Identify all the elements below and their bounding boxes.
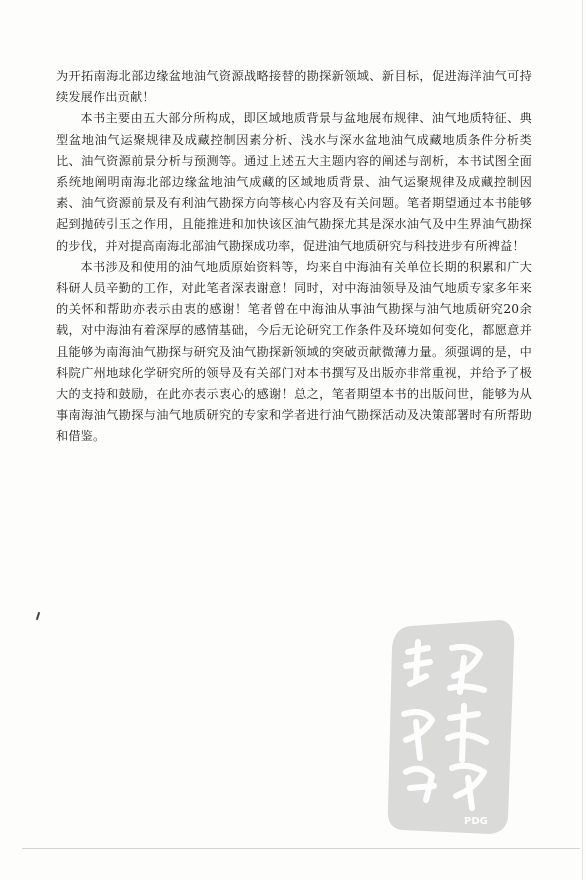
bottom-scan-border xyxy=(22,848,580,849)
body-text xyxy=(56,66,532,448)
paragraph-3: 本书涉及和使用的油气地质原始资料等，均来自中海油有关单位长期的积累和广大科研人员辛勤的工作，对此笔者深表谢意！同时，对中海油领导及油气地质专家多年来的关怀和帮助亦表示由衷的感谢！笔者曾在中海油从事油气勘探与油气地质研究20余载，对中海油有着深厚的感情基础，今后无论研究工作条件及环境如何变化，都愿意并且能够为南海油气勘探与研究及油气勘探新领域的突破贡献微薄力量。须强调的是，中科院广州地球化学研究所的领导及有关部门对本书撰写及出版亦非常重视，并给予了极大的支持和鼓励，在此亦表示衷心的感谢！总之，笔者期望本书的出版问世，能够为从事南海油气勘探与油气地质研究的专家和学者进行油气勘探活动及决策部署时有所帮助和借鉴。 xyxy=(56,259,532,444)
seal-icon xyxy=(380,618,520,836)
paragraph-1: 为开拓南海北部边缘盆地油气资源战略接替的勘探新领域、新目标，促进海洋油气可持续发展作出贡献！ xyxy=(56,69,532,105)
scan-speck xyxy=(36,612,40,620)
pdg-watermark-seal xyxy=(380,618,520,836)
paragraph-2: 本书主要由五大部分所构成，即区域地质背景与盆地展布规律、油气地质特征、典型盆地油气运聚规律及成藏控制因素分析、浅水与深水盆地油气成藏地质条件分析类比、油气资源前景分析与预测等。通过上述五大主题内容的阐述与剖析，本书试图全面系统地阐明南海北部边缘盆地油气成藏的区域地质背景、油气运聚规律及成藏控制因素、油气资源前景及有利油气勘探方向等核心内容及有关问题。笔者期望通过本书能够起到抛砖引玉之作用，且能推进和加快该区油气勘探尤其是深水油气及中生界油气勘探的步伐，并对提高南海北部油气勘探成功率，促进油气地质研究与科技进步有所裨益！ xyxy=(56,111,532,253)
right-scan-border xyxy=(582,0,583,880)
watermark-label: PDG xyxy=(464,816,488,827)
